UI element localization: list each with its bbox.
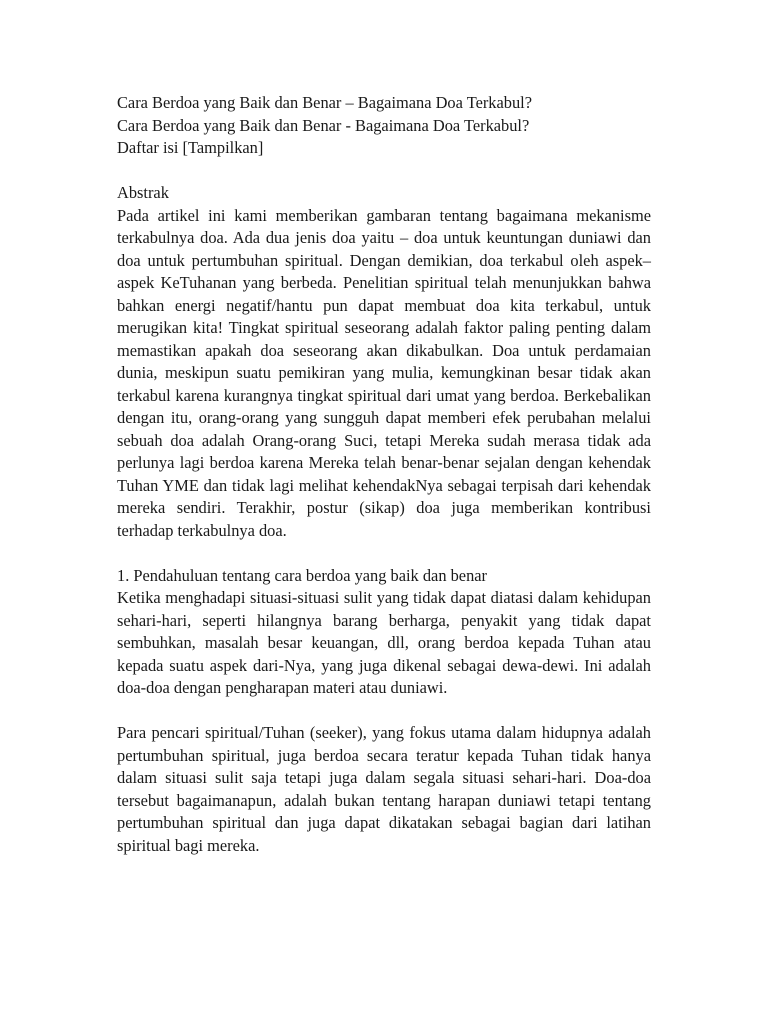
spacer — [117, 160, 651, 183]
document-page — [117, 92, 651, 857]
spacer — [117, 700, 651, 723]
section-paragraph: Ketika menghadapi situasi-situasi sulit yang tidak dapat diatasi dalam kehidupan sehari-hari, seperti hilangnya barang berharga, penyakit yang tidak dapat sembuhkan, masalah besar keuangan, dll, orang berdoa kepada Tuhan atau kepada suatu aspek dari-Nya, yang juga dikenal sebagai dewa-dewi. Ini adalah doa-doa dengan pengharapan materi atau duniawi. — [117, 588, 651, 697]
document-title-repeat: Cara Berdoa yang Baik dan Benar - Bagaimana Doa Terkabul? — [117, 115, 530, 135]
spacer — [117, 542, 651, 565]
document-title: Cara Berdoa yang Baik dan Benar – Bagaimana Doa Terkabul? — [117, 93, 532, 112]
section-heading: 1. Pendahuluan tentang cara berdoa yang baik dan benar — [117, 565, 488, 585]
abstract-heading: Abstrak — [117, 183, 169, 202]
abstract-paragraph: Pada artikel ini kami memberikan gambaran tentang bagaimana mekanisme terkabulnya doa. Ada dua jenis doa yaitu – doa untuk keuntungan duniawi dan doa untuk pertumbuhan spiritual. Dengan demikian, doa terkabul oleh aspek–aspek KeTuhanan yang berbeda. Penelitian spiritual telah menunjukkan bahwa bahkan energi negatif/hantu pun dapat membuat doa kita terkabul, untuk merugikan kita! Tingkat spiritual seseorang adalah faktor paling penting dalam memastikan apakah doa seseorang akan dikabulkan. Doa untuk perdamaian dunia, meskipun suatu pemikiran yang mulia, kemungkinan besar tidak akan terkabul karena kurangnya tingkat spiritual dari umat yang berdoa. Berkebalikan dengan itu, orang-orang yang sungguh dapat memberi efek perubahan melalui sebuah doa adalah Orang-orang Suci, tetapi Mereka sudah merasa tidak ada perlunya lagi berdoa karena Mereka telah benar-benar sejalan dengan kehendak Tuhan YME dan tidak lagi melihat kehendakNya sebagai terpisah dari kehendak mereka sendiri. Terakhir, postur (sikap) doa juga memberikan kontribusi terhadap terkabulnya doa. — [117, 205, 651, 540]
table-of-contents-toggle[interactable]: Daftar isi [Tampilkan] — [117, 138, 264, 157]
section-paragraph: Para pencari spiritual/Tuhan (seeker), yang fokus utama dalam hidupnya adalah pertumbuhan spiritual, juga berdoa secara teratur kepada Tuhan tidak hanya dalam situasi sulit saja tetapi juga dalam segala situasi sehari-hari. Doa-doa tersebut bagaimanapun, adalah bukan tentang harapan duniawi tetapi tentang pertumbuhan spiritual dan juga dapat dikatakan sebagai bagian dari latihan spiritual bagi mereka. — [117, 723, 651, 855]
